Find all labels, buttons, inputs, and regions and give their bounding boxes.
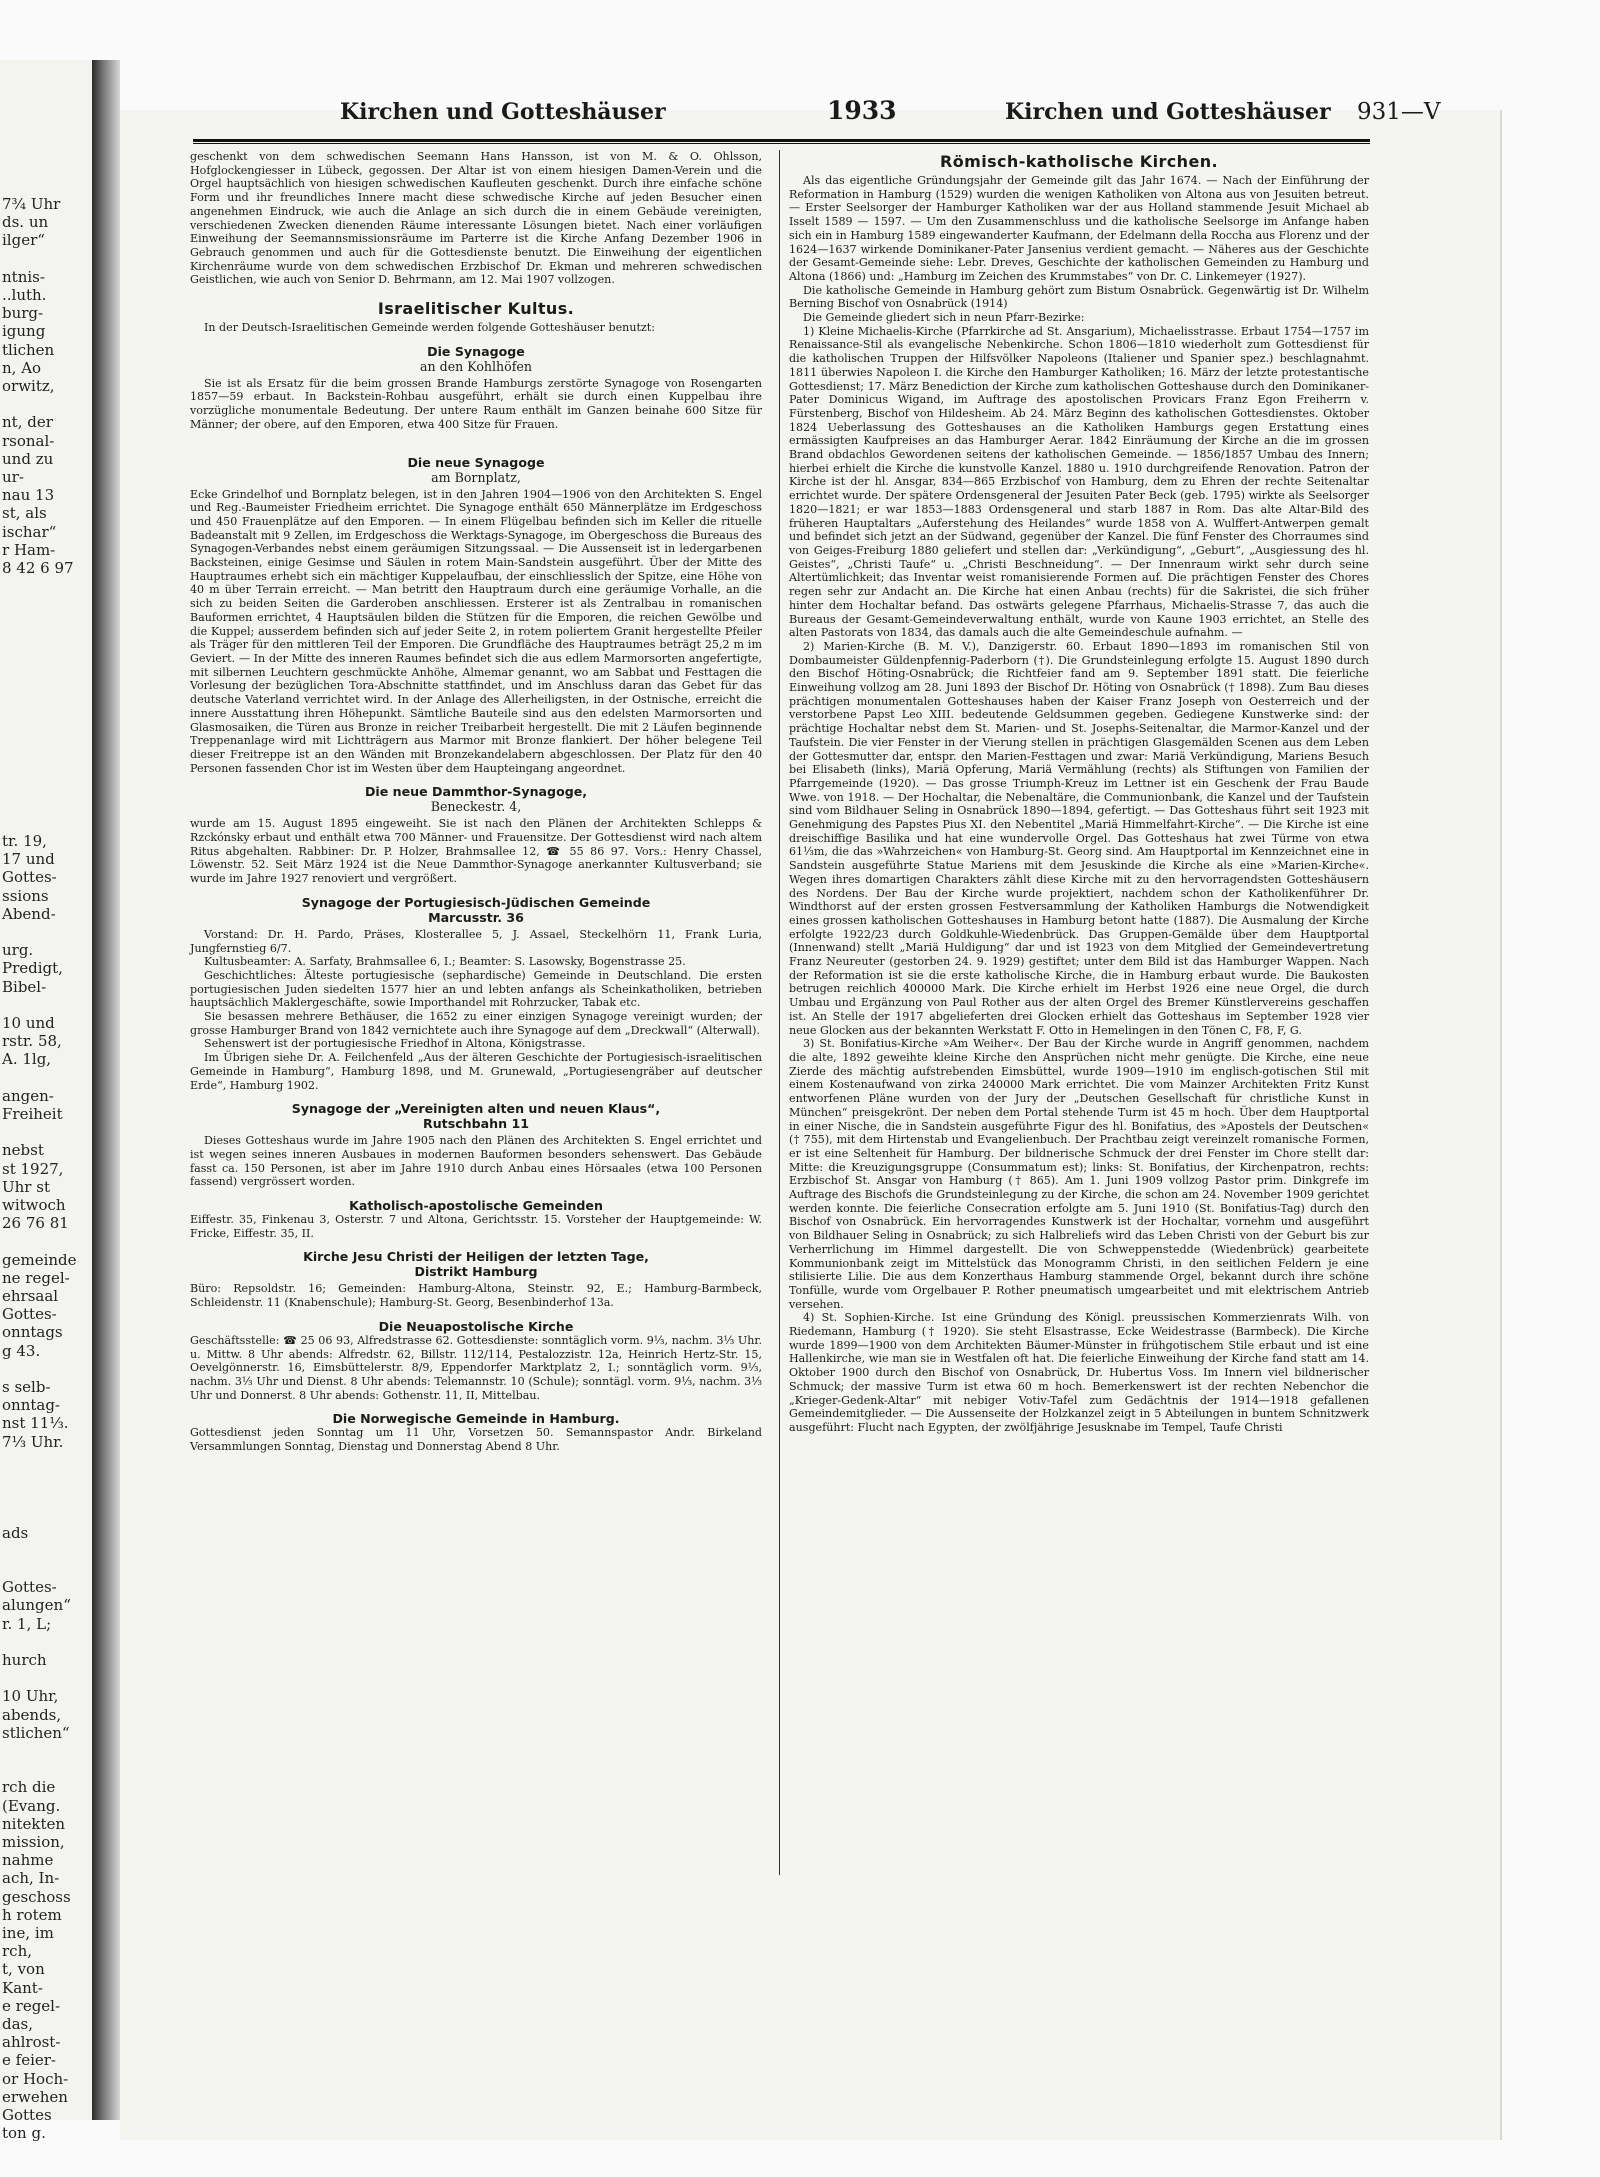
margin-fragment: ine, im xyxy=(2,1924,54,1942)
paragraph: Ecke Grindelhof und Bornplatz belegen, ist in den Jahren 1904—1906 von den Architekten S. Engel und Reg.-Baumeister Friedheim errichtet. Die Synagoge enthält 650 Männerplätze im Erdgeschoss und 450 Frauenplätze auf den Emporen. — In einem Flügelbau befinden sich im Keller die rituelle Badeanstalt mit 9 Zellen, im Erdgeschoss die Werktags-Synagoge, im Obergeschoss die Bureaus des Synagogen-Verbandes nebst einem geräumigen Sitzungssaal. — Die Aussenseit ist in ledergarbenen Backsteinen, einige Gesimse und Säulen in rotem Main-Sandstein ausgeführt. Über der Mitte des Hauptraumes erhebt sich ein mächtiger Kuppelaufbau, der einschliesslich der Spitze, eine Höhe von 40 m über Terrain erreicht. — Man betritt den Hauptraum durch eine geräumige Vorhalle, an die sich zu beiden Seiten die Garderoben anschliessen. Ersterer ist als Zentralbau in romanischen Bauformen errichtet, 4 Hauptsäulen bilden die Stützen für die Emporen, die reichen Gewölbe und die Kuppel; ausserdem befinden sich auf jeder Seite 2, in rotem poliertem Granit hergestellte Pfeiler als Träger für den mittleren Teil der Emporen. Die Grundfläche des Hauptraumes beträgt 25,2 m im Geviert. — In der Mitte des inneren Raumes befindet sich die aus edlem Marmorsorten angefertigte, mit silbernen Leuchtern geschmückte Anhöhe, Almemar genannt, wo am Sabbat und Festtagen die Vorlesung der bezüglichen Tora-Abschnitte stattfindet, und im Anschluss daran das Gebet für das deutsche Vaterland verrichtet wird. In der Anlage des Allerheiligsten, in der Ostnische, erreicht die innere Ausstattung ihren Höhepunkt. Sämtliche Bauteile sind aus den edelsten Marmorsorten und Glasmosaiken, die Türen aus Bronze in reicher Treibarbeit hergestellt. Die mit 2 Läufen beginnende Treppenanlage wird mit Lichtträgern aus Marmor mit Bronze flankiert. Der höher belegene Teil dieser Freitreppe ist an den Wänden mit Bronzekandelabern abgeschlossen. Der Platz für den 40 Personen fassenden Chor ist im Westen über dem Haupteingang angeordnet. xyxy=(190,487,762,775)
margin-fragment: 26 76 81 xyxy=(2,1214,69,1233)
margin-fragment: g 43. xyxy=(2,1341,41,1360)
margin-fragment: or Hoch- xyxy=(2,2069,69,2088)
page-header xyxy=(210,93,1441,133)
previous-page-margin xyxy=(0,60,96,2143)
margin-fragment: mission, xyxy=(2,1833,65,1851)
margin-fragment: ne regel- xyxy=(2,1268,70,1287)
margin-fragment: Freiheit xyxy=(2,1105,63,1123)
margin-fragment: gemeinde xyxy=(2,1250,77,1269)
margin-fragment: Predigt, xyxy=(2,959,63,978)
paragraph: Geschäftsstelle: ☎ 25 06 93, Alfredstrasse 62. Gottesdienste: sonntäglich vorm. 9⅓, nachm. 3⅓ Uhr. u. Mittw. 8 Uhr abends: Alfredstr. 62, Billstr. 112/114, Pestalozzistr. 12a, Heinrich Hertz-Str. 15, Oevelgönnerstr. 16, Eimsbüttelerstr. 8/9, Eppendorfer Marktplatz 2, I.; sonntäglich vorm. 9⅓, nachm. 3⅓ Uhr und Dienst. 8 Uhr abends: Telemannstr. 10 (Schule); sonntägl. vorm. 9⅓, nachm. 3⅓ Uhr und Donnerst. 8 Uhr abends: Gothenstr. 11, II, Mittelbau. xyxy=(190,1333,762,1402)
entry-title: Die Norwegische Gemeinde in Hamburg. xyxy=(332,1411,620,1427)
margin-fragment: ads xyxy=(2,1523,29,1542)
header-rule-thin xyxy=(193,143,1370,144)
page-number: 931—V xyxy=(1357,99,1441,125)
paragraph: Die katholische Gemeinde in Hamburg gehört zum Bistum Osnabrück. Gegenwärtig ist Dr. Wilhelm Berning Bischof von Osnabrück (1914) xyxy=(789,283,1369,311)
margin-fragment: nitekten xyxy=(2,1814,66,1833)
margin-fragment: ur- xyxy=(2,468,24,486)
margin-fragment: s selb- xyxy=(2,1378,51,1396)
margin-fragment: und zu xyxy=(2,449,54,468)
margin-fragment: ssions xyxy=(2,886,49,905)
margin-fragment: tr. 19, xyxy=(2,832,47,850)
margin-fragment: urg. xyxy=(2,941,34,960)
paragraph: Vorstand: Dr. H. Pardo, Präses, Klosterallee 5, J. Assael, Steckelhörn 11, Frank Luria, Jungfernstieg 6/7. xyxy=(190,927,762,955)
margin-fragment: Gottes- xyxy=(2,1305,57,1324)
entry-title: Die neue Synagoge xyxy=(407,454,545,470)
margin-fragment: 10 und xyxy=(2,1014,55,1032)
header-right-title: Kirchen und Gotteshäuser xyxy=(1005,99,1331,125)
margin-fragment: Kant- xyxy=(2,1978,43,1997)
margin-fragment: hurch xyxy=(2,1651,47,1669)
margin-fragment: stlichen“ xyxy=(2,1723,70,1742)
paragraph: Dieses Gotteshaus wurde im Jahre 1905 nach den Plänen des Architekten S. Engel errichtet und ist wegen seines inneren Ausbaues in modernen Bauformen besonders sehenswert. Das Gebäude fasst ca. 150 Personen, ist aber im Jahre 1910 durch Anbau eines Hörsaales (etwa 100 Personen fassend) vergrössert worden. xyxy=(190,1134,762,1189)
paragraph: Im Übrigen siehe Dr. A. Feilchenfeld „Aus der älteren Geschichte der Portugiesisch-israelitischen Gemeinde in Hamburg“, Hamburg 1898, und M. Grunewald, „Portugiesengräber auf deutscher Erde“, Hamburg 1902. xyxy=(190,1051,762,1092)
parish-entry: 1) Kleine Michaelis-Kirche (Pfarrkirche ad St. Ansgarium), Michaelisstrasse. Erbaut 1754—1757 im Renaissance-Stil als evangelische Nebenkirche. Schon 1806—1810 wiederholt zum Gottesdienst für die katholischen Truppen der Hilfsvölker Napoleons (Italiener und Spanier spez.) beschlagnahmt. 1811 überwies Napoleon I. die Kirche den Hamburger Katholiken; 16. März der letzte protestantische Gottesdienst; 17. März Benediction der Kirche zum katholischen Gotteshause durch den Dominikaner-Pater Dominicus Wigand, im Auftrage des apostolischen Provicars Franz Egon Freiherrn v. Fürstenberg, Bischof von Hildesheim. Ab 24. März Beginn des katholischen Gottesdienstes. Oktober 1824 Ueberlassung des Gotteshauses an die Katholiken Hamburgs gegen Erstattung eines ermässigten Kaufpreises an das Hamburger Aerar. 1842 Einräumung der Kirche an die im grossen Brand obdachlos Gewordenen seitens der katholischen Gemeinde. — 1856/1857 Umbau des Innern; hierbei erhielt die Kirche die kunstvolle Kanzel. 1880 u. 1910 durchgreifende Renovation. Patron der Kirche ist der hl. Ansgar, 834—865 Erzbischof von Hamburg, dem zu Ehren der rechte Seitenaltar errichtet wurde. Der spätere Ordensgeneral der Jesuiten Pater Beck (geb. 1795) wirkte als Seelsorger 1820—1821; er war 1853—1883 Ordensgeneral und starb 1887 in Rom. Das alte Altar-Bild des früheren Hauptaltars „Auferstehung des Heilandes“ wurde 1858 von A. Wulffert-Antwerpen gemalt und befindet sich jetzt an der Südwand, gegenüber der Kanzel. Die fünf Fenster des Chorraumes sind von Geiges-Freiburg 1880 geliefert und stellen dar: „Verkündigung“, „Geburt“, „Ausgiessung des hl. Geistes“, „Christi Taufe“ u. „Christi Beschneidung“. — Der Innenraum wirkt sehr durch seine Altertümlichkeit; das Inventar weist romanisierende Formen auf. Die prächtigen Fenster des Chores regen sehr zur Andacht an. Die Kirche hat einen Anbau (rechts) für die Sakristei, die sich früher hinter dem Hochaltar befand. Das ostwärts gelegene Pfarrhaus, Michaelis-Strasse 7, das auch die Bureaus der Gesamt-Gemeindeverwaltung enthält, wurde von Kaune 1903 errichtet, an Stelle des alten Pastorats von 1834, das damals auch die alte Gemeindeschule aufnahm. — xyxy=(789,324,1369,640)
margin-fragment: geschoss xyxy=(2,1887,71,1906)
paragraph: Sie ist als Ersatz für die beim grossen Brande Hamburgs zerstörte Synagoge von Rosengarten 1857—59 erbaut. In Backstein-Rohbau ausgeführt, erhält sie durch einen Kuppelbau ihre vorzügliche monumentale Bedeutung. Der untere Raum enthält im Ganzen beinahe 600 Sitze für Männer; der obere, auf den Emporen, etwa 400 Sitze für Frauen. xyxy=(190,376,762,431)
entry-subtitle: Beneckestr. 4, xyxy=(430,799,522,815)
margin-fragment: onntag- xyxy=(2,1396,60,1415)
margin-fragment: Abend- xyxy=(2,904,56,923)
margin-fragment: ton g. xyxy=(2,2124,46,2143)
margin-fragment: ..luth. xyxy=(2,286,47,304)
left-column xyxy=(190,150,762,1454)
entry-subtitle: am Bornplatz, xyxy=(431,469,521,485)
parish-entry: 4) St. Sophien-Kirche. Ist eine Gründung des Königl. preussischen Kommerzienrats Wilh. von Riedemann, Hamburg († 1920). Sie steht Elsastrasse, Ecke Weidestrasse (Barmbeck). Die Kirche wurde 1899—1900 von dem Architekten Bäumer-Münster in frühgotischem Stile erbaut und ist eine Hallenkirche, wie man sie in Westfalen oft hat. Die feierliche Einweihung der Kirche fand statt am 14. Oktober 1900 durch den Bischof von Osnabrück, Dr. Hubertus Voss. Im Innern viel bildnerischer Schmuck; der massive Turm ist etwa 60 m hoch. Bemerkenswert ist der rechten Nebenchor die „Krieger-Gedenk-Altar“ mit nebiger Votiv-Tafel zum Gedächtnis der 1914—1918 gefallenen Gemeindemitglieder. — Die Aussenseite der Holzkanzel zeigt in 5 Abteilungen in buntem Schnitzwerk ausgeführt: Flucht nach Egypten, der zwölfjährige Jesusknabe im Tempel, Taufe Christi xyxy=(789,1311,1369,1434)
paragraph: Gottesdienst jeden Sonntag um 11 Uhr, Vorsetzen 50. Semannspastor Andr. Birkeland Versammlungen Sonntag, Dienstag und Donnerstag Abend 8 Uhr. xyxy=(190,1426,762,1454)
margin-fragment: st 1927, xyxy=(2,1159,64,1178)
margin-fragment: ilger“ xyxy=(2,231,45,250)
header-year: 1933 xyxy=(827,96,897,125)
margin-fragment: igung xyxy=(2,322,46,341)
entry-title: Die neue Dammthor-Synagoge, xyxy=(364,784,588,800)
margin-fragment: rch, xyxy=(2,1942,32,1961)
margin-fragment: n, Ao xyxy=(2,358,42,377)
paragraph: Als das eigentliche Gründungsjahr der Gemeinde gilt das Jahr 1674. — Nach der Einführung der Reformation in Hamburg (1529) wurden die wenigen Katholiken von Altona aus von Jesuiten betreut. — Erster Seelsorger der Hamburger Katholiken war der aus Holland stammende Jesuit Michael ab Isselt 1589 — 1597. — Um den Zusammenschluss und die katholische Seelsorge im Anfange haben sich ein in Hamburg 1589 eingewanderter Kaufmann, der Edelmann della Roccha aus Florenz und der 1624—1637 wirkende Dominikaner-Pater Jansenius verdient gemacht. — Näheres aus der Geschichte der Gesamt-Gemeinde siehe: Lebr. Dreves, Geschichte der katholischen Gemeinden zu Hamburg und Altona (1866) und: „Hamburg im Zeichen des Krummstabes“ von Dr. C. Linkemeyer (1927). xyxy=(789,174,1369,283)
header-left-title: Kirchen und Gotteshäuser xyxy=(340,99,666,125)
paragraph: Sie besassen mehrere Bethäuser, die 1652 zu einer einzigen Synagoge vereinigt wurden; der grosse Hamburger Brand von 1842 vernichtete auch ihre Synagoge auf dem „Dreckwall“ (Alterwall). xyxy=(190,1010,762,1037)
margin-fragment: st, als xyxy=(2,504,47,523)
entry-title: Synagoge der Portugiesisch-Jüdischen Gemeinde xyxy=(301,894,651,910)
margin-fragment: 7⅓ Uhr. xyxy=(2,1432,64,1451)
margin-fragment: tlichen xyxy=(2,340,55,359)
margin-fragment: Gottes xyxy=(2,2106,52,2124)
margin-fragment: ahlrost- xyxy=(2,2033,61,2052)
margin-fragment: A. 1lg, xyxy=(2,1050,52,1069)
margin-fragment: nst 11⅓. xyxy=(2,1414,69,1433)
entry-subtitle: Distrikt Hamburg xyxy=(414,1264,538,1280)
margin-fragment: alungen“ xyxy=(2,1596,71,1615)
entry-title: Die Synagoge xyxy=(427,343,525,359)
column-separator xyxy=(779,150,780,1875)
entry-title: Kirche Jesu Christi der Heiligen der letzten Tage, xyxy=(303,1249,649,1265)
margin-fragment: e feier- xyxy=(2,2051,56,2070)
margin-fragment: rsonal- xyxy=(2,431,55,450)
margin-fragment: (Evang. xyxy=(2,1796,61,1815)
margin-fragment: 8 42 6 97 xyxy=(2,559,74,577)
entry-title: Synagoge der „Vereinigten alten und neuen Klaus“, xyxy=(291,1101,661,1117)
entry-subtitle: an den Kohlhöfen xyxy=(420,358,532,374)
margin-fragment: onntags xyxy=(2,1323,63,1342)
margin-fragment: t, von xyxy=(2,1960,45,1979)
section-heading-catholic: Römisch-katholische Kirchen. xyxy=(940,152,1218,171)
paragraph: Kultusbeamter: A. Sarfaty, Brahmsallee 6, I.; Beamter: S. Lasowsky, Bogenstrasse 25. xyxy=(204,955,686,969)
book-gutter xyxy=(92,60,120,2120)
margin-fragment: ehrsaal xyxy=(2,1287,59,1305)
intro-paragraph: geschenkt von dem schwedischen Seemann Hans Hansson, ist von M. & O. Ohlsson, Hofglockengiesser in Lübeck, gegossen. Der Altar ist von einem hiesigen Damen-Verein und die Orgel hauptsächlich von hiesigen schwedischen Kaufleuten geschenkt. Durch ihre einfache schöne Form und ihr freundliches Innere macht diese schwedische Kirche auf jeden Besucher einen angenehmen Eindruck, wie auch die Anlage an sich durch die in einem Gebäude vereinigten, verschiedenen Zwecken dienenden Räume interessante Lösungen bietet. Nach einer vorläufigen Einweihung der Seemannsmissionsräume im Parterre ist die Kirche Anfang Dezember 1906 in Gebrauch genommen und auch für die Gottesdienste benutzt. Die Einweihung der eigentlichen Kirchenräume wurde von dem schwedischen Erzbischof Dr. Ekman und mehreren schwedischen Geistlichen, wie auch von Senior D. Behrmann, am 12. Mai 1907 vollzogen. xyxy=(190,150,762,287)
margin-fragment: r. 1, L; xyxy=(2,1614,52,1633)
margin-fragment: erwehen xyxy=(2,2087,68,2106)
margin-fragment: 17 und xyxy=(2,850,55,869)
margin-fragment: das, xyxy=(2,2015,34,2033)
margin-fragment: nebst xyxy=(2,1141,44,1160)
paragraph: Eiffestr. 35, Finkenau 3, Osterstr. 7 und Altona, Gerichtsstr. 15. Vorsteher der Hauptgemeinde: W. Fricke, Eiffestr. 35, II. xyxy=(190,1213,762,1240)
margin-fragment: 7¾ Uhr xyxy=(2,195,61,213)
paragraph: wurde am 15. August 1895 eingeweiht. Sie ist nach den Plänen der Architekten Schlepps & Rzckónsky erbaut und enthält etwa 700 Männer- und Frauensitze. Der Gottesdienst wird nach altem Ritus abgehalten. Rabbiner: Dr. P. Holzer, Brahmsallee 12, ☎ 55 86 97. Vors.: Henry Chassel, Löwenstr. 52. Seit März 1924 ist die Neue Dammthor-Synagoge anerkannter Kultusverband; sie wurde im Jahre 1927 renoviert und vergrößert. xyxy=(190,817,762,886)
right-column xyxy=(789,150,1369,1435)
margin-fragment: Gottes- xyxy=(2,1578,57,1597)
margin-fragment: ds. un xyxy=(2,213,49,232)
margin-fragment: nahme xyxy=(2,1851,54,1870)
margin-fragment: witwoch xyxy=(2,1196,66,1214)
margin-fragment: angen- xyxy=(2,1086,54,1105)
margin-fragment: rch die xyxy=(2,1778,56,1797)
margin-fragment: burg- xyxy=(2,304,44,323)
margin-fragment: nau 13 xyxy=(2,486,55,505)
entry-subtitle: Marcusstr. 36 xyxy=(428,909,524,925)
entry-subtitle: Rutschbahn 11 xyxy=(423,1116,529,1132)
margin-fragment: Uhr st xyxy=(2,1177,50,1196)
margin-fragment: Gottes- xyxy=(2,868,57,887)
margin-fragment: ntnis- xyxy=(2,267,45,286)
margin-fragment: 10 Uhr, xyxy=(2,1687,59,1706)
header-rule xyxy=(193,139,1370,142)
margin-fragment: abends, xyxy=(2,1705,62,1724)
paragraph: Sehenswert ist der portugiesische Friedhof in Altona, Königstrasse. xyxy=(204,1037,586,1051)
entry-title: Katholisch-apostolische Gemeinden xyxy=(349,1198,603,1214)
margin-fragment: r Ham- xyxy=(2,540,56,559)
paragraph: Büro: Repsoldstr. 16; Gemeinden: Hamburg-Altona, Steinstr. 92, E.; Hamburg-Barmbeck, Schleidenstr. 11 (Knabenschule); Hamburg-St. Georg, Besenbinderhof 13a. xyxy=(190,1282,762,1310)
margin-fragment: e regel- xyxy=(2,1996,61,2015)
parish-entry: 3) St. Bonifatius-Kirche »Am Weiher«. Der Bau der Kirche wurde in Angriff genommen, nachdem die alte, 1892 geweihte kleine Kirche den Ansprüchen nicht mehr genügte. Die Kirche, eine neue Zierde des mächtig aufstrebenden Eimsbüttel, wurde 1909—1910 im englisch-gotischen Stil mit einem Kostenaufwand von zirka 240000 Mark errichtet. Die vom Mainzer Architekten Fritz Kunst entworfenen Pläne wurden von der Jury der „Deutschen Gesellschaft für christliche Kunst in München“ preisgekrönt. Der neben dem Portal stehende Turm ist 45 m hoch. Über dem Hauptportal in einer Nische, die in Sandstein ausgeführte Figur des hl. Bonifatius, des »Apostels der Deutschen« († 755), mit dem Hirtenstab und Evangelienbuch. Der Prachtbau zeigt vereinzelt romanische Formen, er ist eine Seltenheit für Hamburg. Der bildnerische Schmuck der drei Fenster im Chore stellt dar: Mitte: die Kreuzigungsgruppe (Consummatum est); links: St. Bonifatius, der Kirchenpatron, rechts: Erzbischof St. Ansgar von Hamburg († 865). Am 1. Juni 1909 vollzog Pastor prim. Dinkgrefe im Auftrage des Bischofs die Grundsteinlegung zu der Kirche, die schon am 24. November 1909 gerichtet werden konnte. Die feierliche Consecration erfolgte am 5. Juni 1910 (St. Bonifatius-Tag) durch den Bischof von Osnabrück. Ein hervorragendes Kunstwerk ist der Hochaltar, vornehm und ausgeführt von Bildhauer Seling in Osnabrück; zu sich Halbreliefs wird das Leben Christi von der Geburt bis zur Verherrlichung im Himmel dargestellt. Die von Schweppenstedde (Wiedenbrück) gearbeitete Kommunionbank zeigt im Mittelstück das Monogramm Christi, in den seitlichen Feldern je eine stilisierte Lilie. Die aus dem Konzerthaus Hamburg stammende Orgel, bekannt durch ihre schöne Tonfülle, wurde vom Orgelbauer P. Rother pneumatisch umgearbeitet und mit elektrischem Antrieb versehen. xyxy=(789,1037,1369,1311)
paragraph: In der Deutsch-Israelitischen Gemeinde werden folgende Gotteshäuser benutzt: xyxy=(204,321,655,335)
margin-fragment: nt, der xyxy=(2,413,53,432)
margin-fragment: Bibel- xyxy=(2,977,47,996)
parish-entry: 2) Marien-Kirche (B. M. V.), Danzigerstr. 60. Erbaut 1890—1893 im romanischen Stil von Dombaumeister Güldenpfennig-Paderborn (†). Die Grundsteinlegung erfolgte 15. August 1890 durch den Bischof Höting-Osnabrück; die Richtfeier fand am 9. September 1891 statt. Die feierliche Einweihung vollzog am 28. Juni 1893 der Bischof Dr. Höting von Osnabrück († 1898). Zum Bau dieses prächtigen monumentalen Gotteshauses haben der Kaiser Franz Joseph von Oesterreich und der verstorbene Papst Leo XIII. bedeutende Geldsummen gegeben. Gediegene Kunstwerke sind: der prächtige Hochaltar nebst dem St. Marien- und St. Josephs-Seitenaltar, die Marmor-Kanzel und der Taufstein. Die vier Fenster in der Vierung stellen in prächtigen Glasgemälden Scenen aus dem Leben der Gottesmutter dar, entspr. den Marien-Festtagen und zwar: Mariä Verkündigung, Mariens Besuch bei Elisabeth (links), Mariä Opferung, Mariä Vermählung (rechts) als Stiftungen von Familien der Pfarrgemeinde (1920). — Das grosse Triumph-Kreuz im Lettner ist ein Geschenk der Frau Baude Wwe. von 1918. — Der Hochaltar, die Nebenaltäre, die Communionbank, die Kanzel und der Taufstein sind vom Bildhauer Seling in Osnabrück 1890—1894, gefertigt. — Das Gotteshaus führt seit 1923 mit Genehmigung des Papstes Pius XI. den Nebentitel „Mariä Himmelfahrt-Kirche“. — Die Kirche ist eine dreischiffige Basilika und hat eine wundervolle Orgel. Das Gotteshaus hat zwei Türme von etwa 61⅓m, die das »Wahrzeichen« von Hamburg-St. Georg sind. Am Hauptportal im Kennzeichnet eine in Sandstein ausgeführte Statue Mariens mit dem Jesuskinde die Kirche als eine »Marien-Kirche«. Wegen ihres domartigen Charakters zählt diese Kirche mit zu den hervorragendsten Gotteshäusern des Nordens. Der Bau der Kirche wurde projektiert, nachdem schon der Katholikenführer Dr. Windthorst auf der ersten grossen Festversammlung der Katholiken Hamburgs die Notwendigkeit eines grossen katholischen Gotteshauses in Hamburg betont hatte (1887). Die Ausmalung der Kirche erfolgte 1922/23 durch Goldkuhle-Wiedenbrück. Das Gruppen-Gemälde über dem Hauptportal (Innenwand) stellt „Mariä Huldigung“ dar und ist 1923 von dem Mitglied der Gemeindevertretung Franz Neureuter (gestorben 24. 9. 1929) gestiftet; unter dem Bild ist das Hamburger Wappen. Nach der Reformation ist sie die erste katholische Kirche, die in Hamburg erbaut wurde. Die Baukosten betrugen reichlich 400000 Mark. Die Kirche erhielt im Herbst 1926 eine neue Orgel, die durch Umbau und Ergänzung von Paul Rother aus der alten Orgel des Bremer Künstlervereins geschaffen ist. An Stelle der 1917 abgelieferten drei Glocken erhielt das Gotteshaus im September 1928 vier neue Glocken aus der bekannten Werkstatt F. Otto in Hemelingen in den Tönen C, F8, F, G. xyxy=(789,639,1369,1037)
paragraph: Die Gemeinde gliedert sich in neun Pfarr-Bezirke: xyxy=(803,311,1085,325)
entry-title: Die Neuapostolische Kirche xyxy=(378,1318,574,1334)
margin-fragment: orwitz, xyxy=(2,377,55,395)
margin-fragment: ischar“ xyxy=(2,522,57,541)
margin-fragment: rstr. 58, xyxy=(2,1032,62,1051)
section-heading-israel: Israelitischer Kultus. xyxy=(377,299,575,319)
margin-fragment: ach, In- xyxy=(2,1869,60,1888)
paragraph: Geschichtliches: Älteste portugiesische (sephardische) Gemeinde in Deutschland. Die ersten portugiesischen Juden siedelten 1577 hier an und lebten anfangs als Scheinkatholiken, betrieben hauptsächlich Maklergeschäfte, sowie Importhandel mit Rohrzucker, Tabak etc. xyxy=(190,968,762,1010)
margin-fragment: h rotem xyxy=(2,1905,62,1924)
